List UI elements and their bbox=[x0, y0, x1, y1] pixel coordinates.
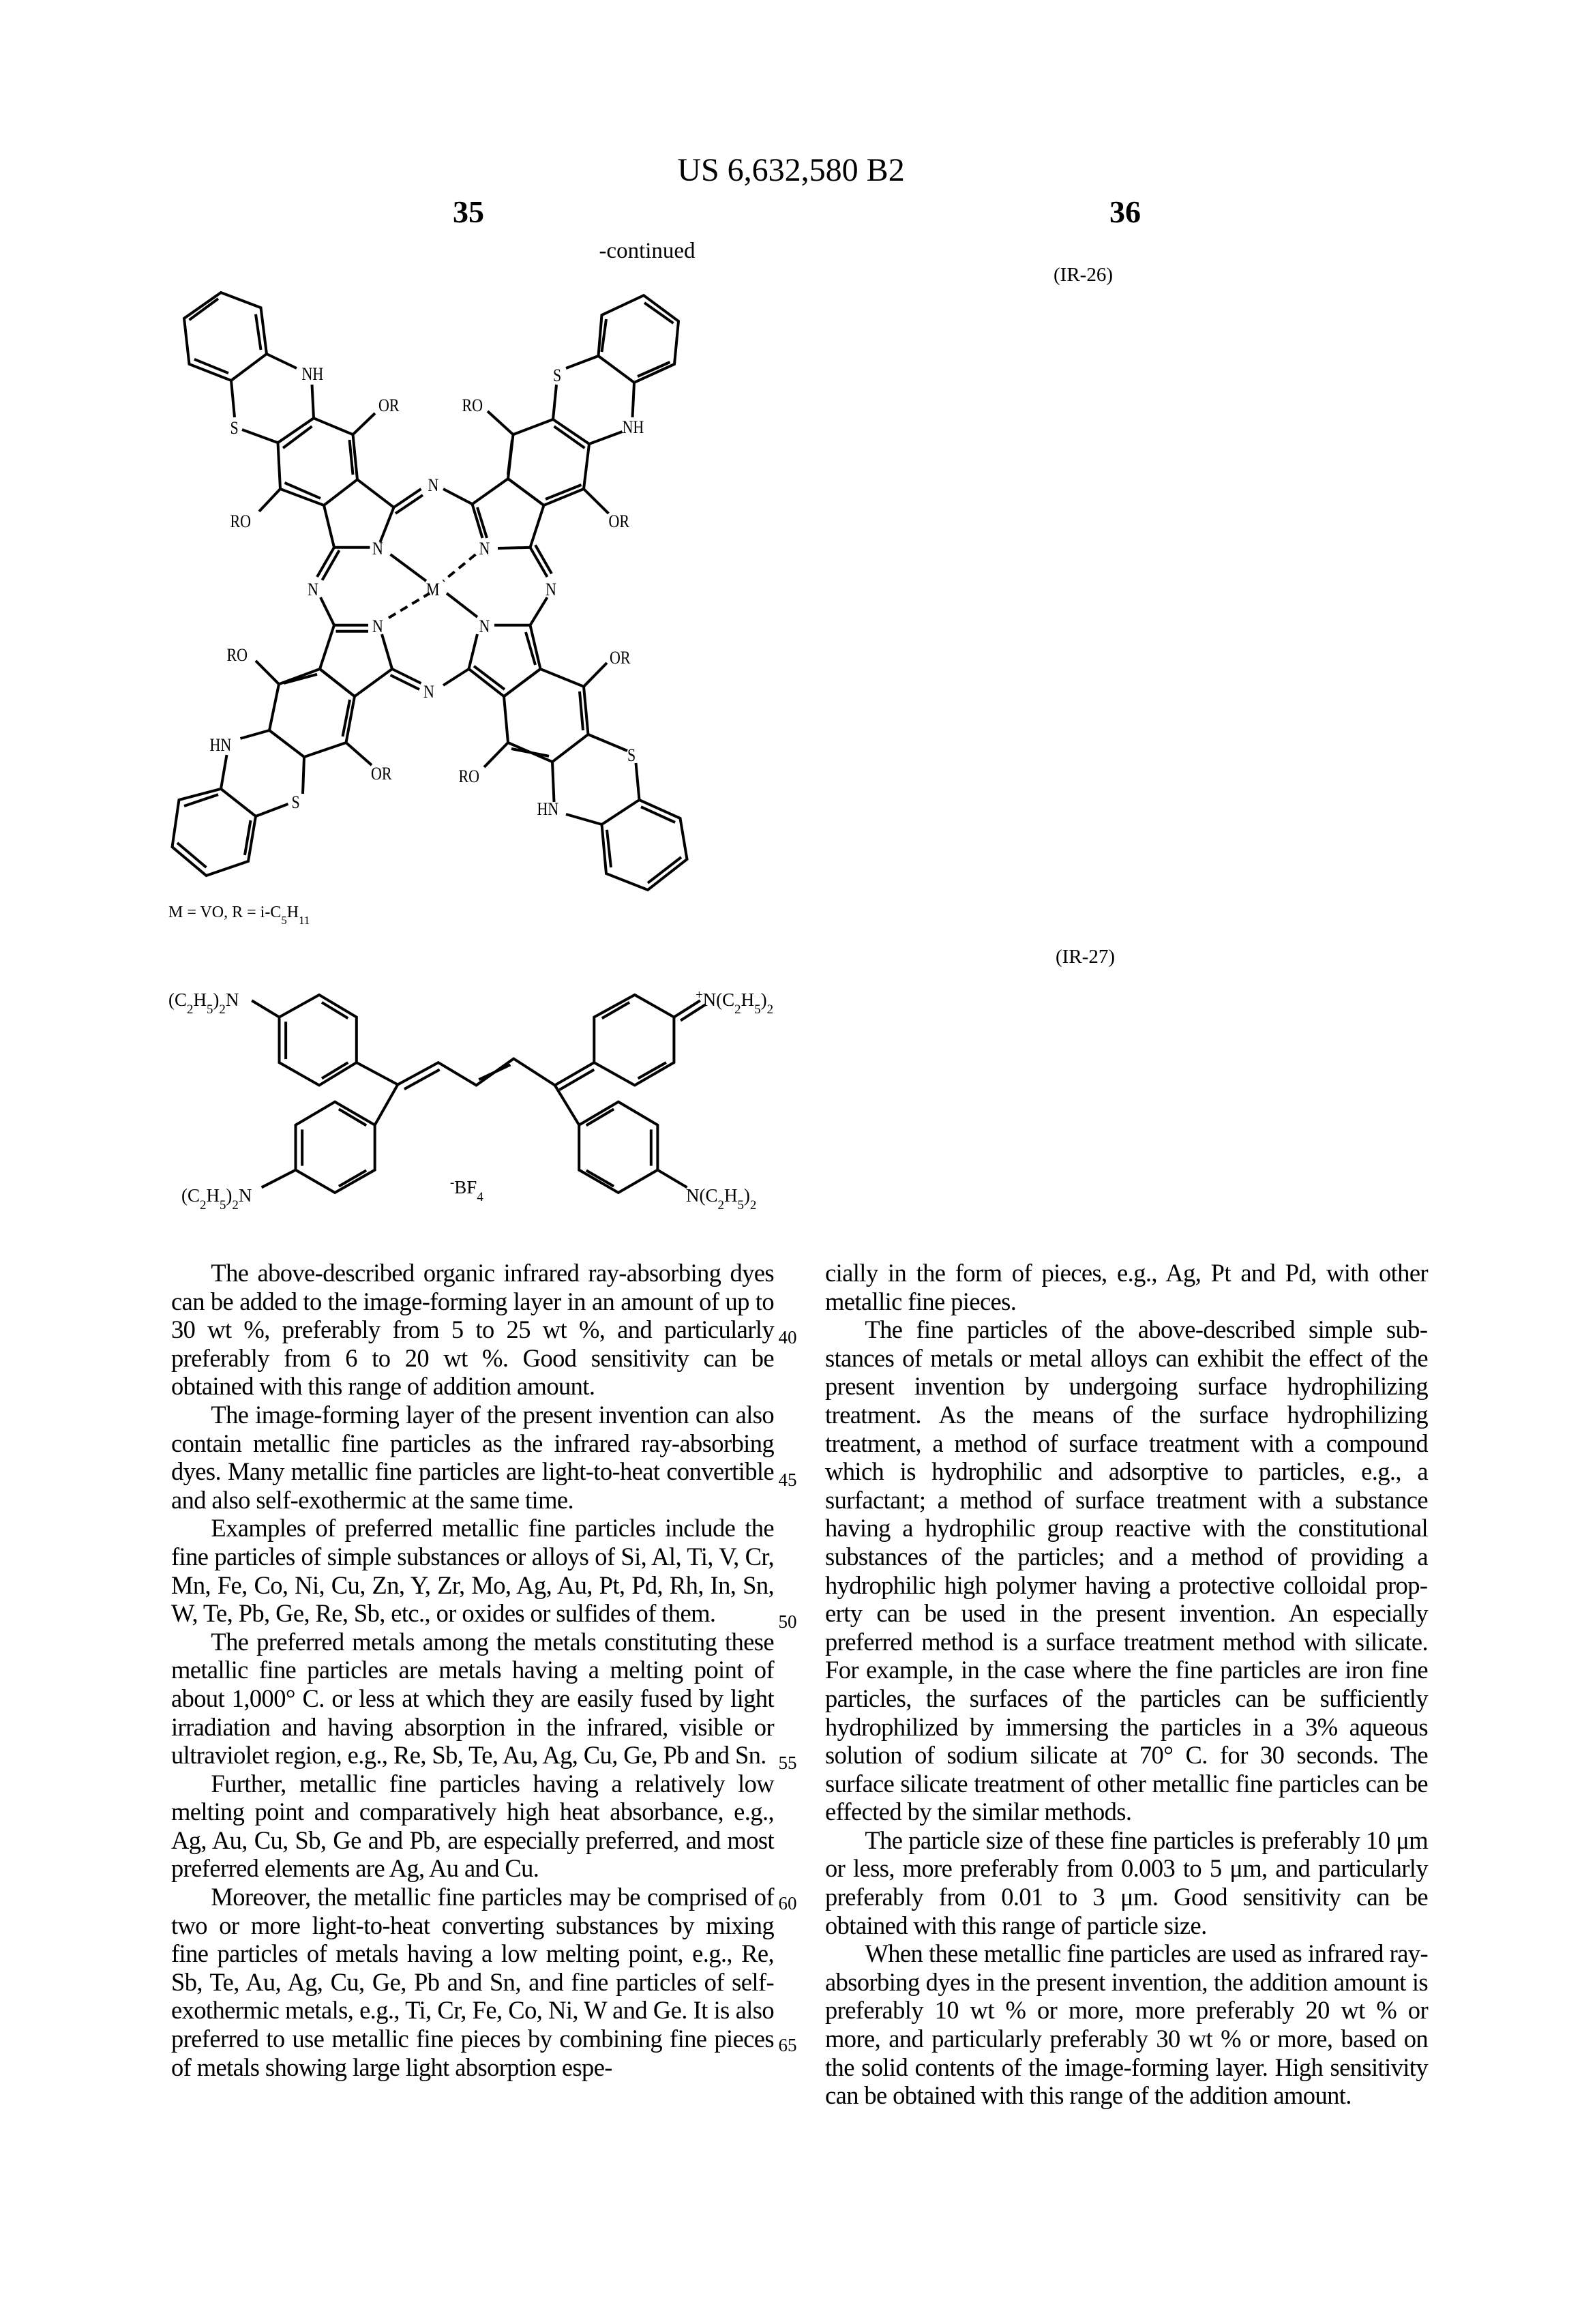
atom-label: NH bbox=[623, 417, 644, 437]
chemical-structures bbox=[0, 0, 1582, 1227]
right-page-number: 36 bbox=[1091, 194, 1159, 230]
atom-label: N bbox=[479, 539, 490, 558]
paragraph: The fine particles of the above-described simple sub­stances of metals or metal alloys can exhibit the effect of the present invention by undergoing surface hydrophilizing treatment. As the means of the surface hydrophilizing treatment, a method of surface treatment with a compound which is hydrophilic and adsorptive to particles, e.g., a surfactant; a method of surface treatment with a substance having a hydrophilic group reactive with the constitutional substances of the particles; and a method of providing a hydrophilic high polymer having a protective colloidal prop­erty can be used in the present invention. An especially preferred method is a surface treatment method with silicate. For example, in the case where the fine particles are iron fine particles, the surfaces of the particles can be sufficiently hydrophilized by immersing the particles in a 3% aqueous solution of sodium silicate at 70° C. for 30 seconds. The surface silicate treatment of other metallic fine particles can be effected by the similar methods. bbox=[825, 1315, 1428, 1826]
atom-label: S bbox=[292, 792, 300, 812]
diethylamino-group: (C2H5)2N bbox=[181, 1185, 252, 1212]
paragraph: The preferred metals among the metals constituting these metallic fine particles are metals having a melting point of about 1,000° C. or less at which they are easily fused by light irradiation and having absorption in the infrared, visible or ultraviolet region, e.g., Re, Sb, Te, Au, Ag, Cu, Ge, Pb and Sn. bbox=[171, 1628, 774, 1770]
atom-label: N bbox=[423, 682, 434, 702]
right-text-column bbox=[825, 1259, 1428, 2110]
atom-label: OR bbox=[610, 648, 631, 668]
atom-label: OR bbox=[371, 764, 392, 784]
diethylamino-group: (C2H5)2N bbox=[168, 989, 239, 1017]
ir26-substituent-note: M = VO, R = i-C5H11 bbox=[168, 904, 310, 927]
ir26-structure bbox=[173, 293, 687, 890]
left-page-number: 35 bbox=[434, 194, 503, 230]
atom-label: N bbox=[546, 580, 556, 599]
atom-label: N bbox=[479, 616, 490, 636]
atom-label: N bbox=[372, 539, 383, 558]
counter-ion: -BF4 bbox=[450, 1176, 483, 1204]
line-number: 45 bbox=[767, 1470, 808, 1491]
atom-label: HN bbox=[537, 799, 559, 819]
atom-label: S bbox=[627, 745, 636, 765]
diethyliminium-group: +N(C2H5)2 bbox=[696, 988, 773, 1017]
line-number: 55 bbox=[767, 1753, 808, 1774]
atom-label: OR bbox=[609, 511, 630, 531]
line-number: 40 bbox=[767, 1327, 808, 1348]
paragraph: Moreover, the metallic fine particles may be comprised of two or more light-to-heat converting substances by mixing fine particles of metals having a low melting point, e.g., Re, Sb, Te, Au, Ag, Cu, Ge, Pb and Sn, and fine particles of self-exothermic metals, e.g., Ti, Cr, Fe, Co, Ni, W and Ge. It is also preferred to use metallic fine pieces by combining fine pieces of metals showing large light absorption espe- bbox=[171, 1883, 774, 2081]
left-text-column bbox=[171, 1259, 774, 2081]
atom-label: HN bbox=[210, 735, 232, 755]
paragraph: The particle size of these fine particles is preferably 10 μm or less, more preferably from 0.003 to 5 μm, and particularly preferably from 0.01 to 3 μm. Good sensitivity can be obtained with this range of particle size. bbox=[825, 1826, 1428, 1939]
line-number: 50 bbox=[767, 1611, 808, 1633]
atom-label: S bbox=[553, 366, 561, 385]
atom-label: RO bbox=[462, 396, 483, 415]
atom-label: S bbox=[230, 418, 239, 438]
atom-label: M bbox=[426, 580, 440, 599]
paragraph: When these metallic fine particles are used as infrared ray-absorbing dyes in the present invention, the addition amount is preferably 10 wt % or more, more preferably 20 wt % or more, and particularly preferably 30 wt % or more, based on the solid contents of the image-forming layer. High sensitivity can be obtained with this range of the addition amount. bbox=[825, 1939, 1428, 2110]
atom-label: RO bbox=[459, 766, 480, 786]
atom-label: OR bbox=[378, 396, 400, 415]
atom-label: N bbox=[428, 475, 439, 495]
atom-label: NH bbox=[302, 364, 324, 384]
atom-label: RO bbox=[230, 511, 252, 531]
paragraph: cially in the form of pieces, e.g., Ag, Pt and Pd, with other metallic fine pieces. bbox=[825, 1259, 1428, 1315]
line-number: 60 bbox=[767, 1893, 808, 1914]
paragraph: The above-described organic infrared ray-absorbing dyes can be added to the image-forming layer in an amount of up to 30 wt %, preferably from 5 to 25 wt %, and particularly preferably from 6 to 20 wt %. Good sensitivity can be obtained with this range of addition amount. bbox=[171, 1259, 774, 1401]
patent-number: US 6,632,580 B2 bbox=[0, 151, 1582, 189]
continued-label: -continued bbox=[579, 239, 715, 264]
paragraph: Further, metallic fine particles having a relatively low melting point and comparatively high heat absorbance, e.g., Ag, Au, Cu, Sb, Ge and Pb, are especially preferred, and most preferred elements are Ag, Au and Cu. bbox=[171, 1770, 774, 1883]
atom-label: N bbox=[372, 616, 383, 636]
atom-label: RO bbox=[227, 645, 248, 665]
paragraph: Examples of preferred metallic fine particles include the fine particles of simple substances or alloys of Si, Al, Ti, V, Cr, Mn, Fe, Co, Ni, Cu, Zn, Y, Zr, Mo, Ag, Au, Pt, Pd, Rh, In, Sn, W, Te, Pb, Ge, Re, Sb, etc., or oxides or sulfides of them. bbox=[171, 1514, 774, 1627]
line-number: 65 bbox=[767, 2035, 808, 2056]
paragraph: The image-forming layer of the present invention can also contain metallic fine particles as the infrared ray-absorbing dyes. Many metallic fine particles are light-to-heat convert­ible and also self-exothermic at the same time. bbox=[171, 1401, 774, 1514]
ir27-label: (IR-27) bbox=[1056, 946, 1115, 968]
atom-label: N bbox=[308, 580, 318, 599]
diethylamino-group: N(C2H5)2 bbox=[686, 1185, 756, 1212]
ir26-label: (IR-26) bbox=[1054, 264, 1113, 286]
ir27-structure bbox=[252, 995, 705, 1193]
